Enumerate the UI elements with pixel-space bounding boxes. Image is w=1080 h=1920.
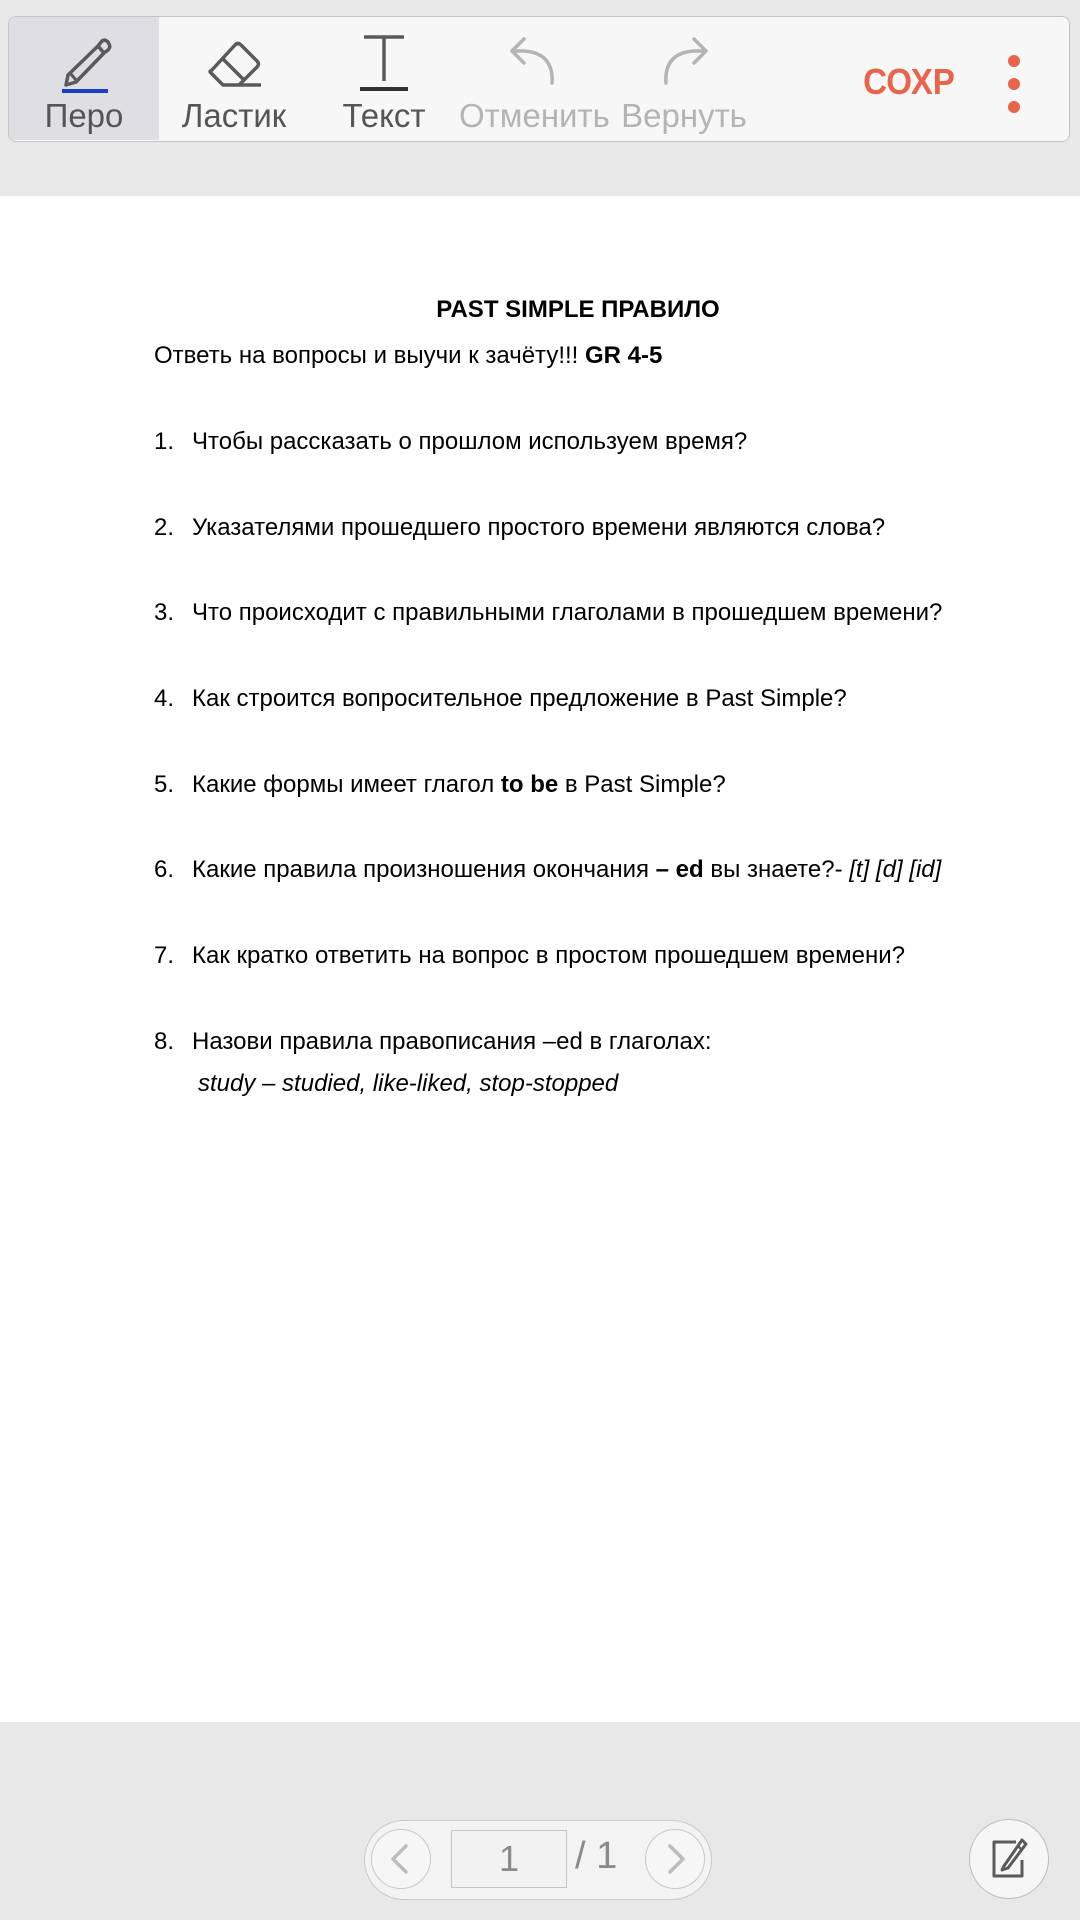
subtitle-group: GR 4-5 — [585, 342, 663, 369]
question-text: Назови правила правописания –ed в глаголах: — [192, 1028, 712, 1055]
toolbar — [8, 16, 1070, 142]
question-number: 4. — [154, 685, 175, 712]
question-8 — [154, 1028, 712, 1056]
page-total: / 1 — [575, 1835, 618, 1877]
question-number: 8. — [154, 1028, 175, 1055]
question-3 — [154, 599, 942, 627]
undo-button[interactable] — [459, 17, 609, 140]
question-number: 6. — [154, 856, 175, 883]
question-text: Как строится вопросительное предложение в Past Simple? — [192, 685, 847, 712]
page-navigator — [364, 1820, 712, 1900]
question-2 — [154, 514, 885, 542]
undo-icon — [504, 31, 564, 95]
text-tool-label: Текст — [342, 97, 426, 134]
sign-document-button[interactable] — [969, 1819, 1049, 1899]
question-number: 5. — [154, 771, 175, 798]
previous-page-button[interactable] — [371, 1829, 431, 1889]
document-subtitle — [154, 342, 662, 370]
document-title: PAST SIMPLE ПРАВИЛО — [436, 296, 720, 323]
text-tool-button[interactable] — [309, 17, 459, 140]
question-text: Чтобы рассказать о прошлом используем время? — [192, 428, 748, 455]
question-text: Какие правила произношения окончания — [192, 856, 656, 883]
question-6 — [154, 856, 941, 884]
spelling-example: study – studied, like-liked, stop-stopped — [198, 1070, 619, 1097]
pen-icon — [54, 31, 114, 101]
save-button[interactable]: СОХР — [863, 61, 955, 102]
pen-tool-button[interactable] — [9, 17, 159, 140]
more-vertical-icon — [999, 104, 1029, 121]
page-number-input[interactable]: 1 — [451, 1830, 567, 1888]
subtitle-text: Ответь на вопросы и выучи к зачёту!!! — [154, 342, 585, 369]
redo-label: Вернуть — [621, 97, 747, 134]
undo-label: Отменить — [459, 97, 610, 134]
question-text: Как кратко ответить на вопрос в простом прошедшем времени? — [192, 942, 905, 969]
redo-icon — [654, 31, 714, 95]
pen-tool-label: Перо — [44, 97, 124, 134]
question-text: в Past Simple? — [558, 771, 726, 798]
question-number: 2. — [154, 514, 175, 541]
more-options-button[interactable] — [999, 53, 1029, 117]
pen-color-underline — [62, 89, 108, 93]
question-italic: [t] [d] [id] — [849, 856, 942, 883]
question-text: Указателями прошедшего простого времени являются слова? — [192, 514, 886, 541]
next-page-button[interactable] — [645, 1829, 705, 1889]
question-1 — [154, 428, 747, 456]
question-number: 3. — [154, 599, 175, 626]
question-number: 7. — [154, 942, 175, 969]
question-7 — [154, 942, 905, 970]
document-page[interactable] — [0, 196, 1080, 1722]
redo-button[interactable] — [609, 17, 759, 140]
question-text: Что происходит с правильными глаголами в прошедшем времени? — [192, 599, 943, 626]
question-number: 1. — [154, 428, 175, 455]
question-text: Какие формы имеет глагол — [192, 771, 501, 798]
question-4 — [154, 685, 847, 713]
eraser-icon — [203, 31, 265, 101]
text-icon — [356, 31, 412, 103]
eraser-tool-label: Ластик — [181, 97, 287, 134]
question-5 — [154, 771, 726, 799]
eraser-tool-button[interactable] — [159, 17, 309, 140]
question-text: вы знаете?- — [703, 856, 850, 883]
question-bold: to be — [500, 771, 559, 798]
question-bold: – ed — [655, 856, 704, 883]
